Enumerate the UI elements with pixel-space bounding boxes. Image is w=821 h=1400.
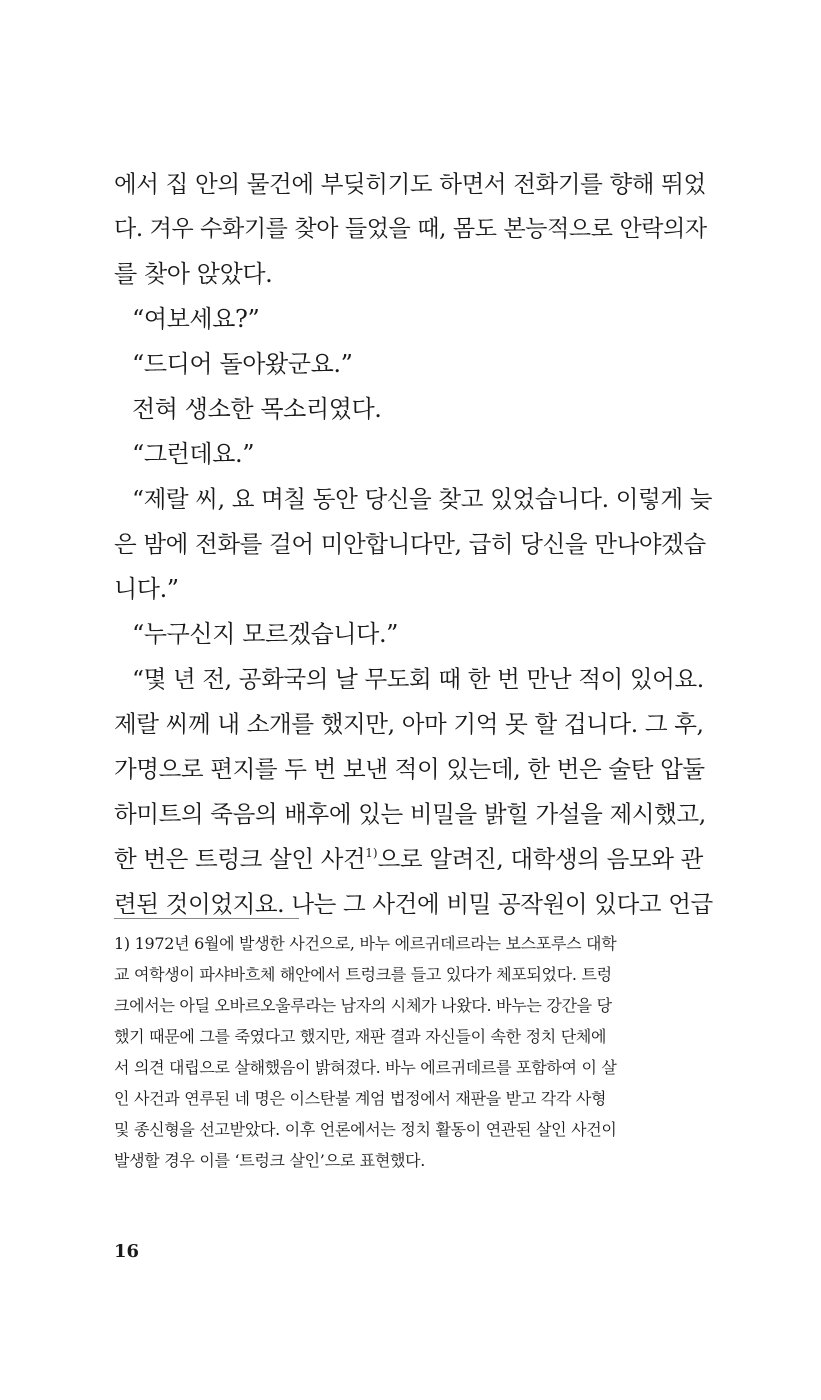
body-line: 전혀 생소한 목소리였다. xyxy=(132,395,382,423)
body-text xyxy=(114,162,714,927)
body-line: 은 밤에 전화를 걸어 미안합니다만, 급히 당신을 만나야겠습 xyxy=(114,530,706,558)
footnote xyxy=(114,928,714,1176)
dialogue-line: “몇 년 전, 공화국의 날 무도회 때 한 번 만난 적이 있어요. xyxy=(132,665,704,693)
dialogue-line: “제랄 씨, 요 며칠 동안 당신을 찾고 있었습니다. 이렇게 늦 xyxy=(132,485,713,513)
footnote-line: 서 의견 대립으로 살해했음이 밝혀졌다. 바누 에르귀데르를 포함하여 이 살 xyxy=(114,1058,617,1077)
footnote-line: 인 사건과 연루된 네 명은 이스탄불 계엄 법정에서 재판을 받고 각각 사형 xyxy=(114,1089,607,1108)
dialogue-line: “누구신지 모르겠습니다.” xyxy=(132,620,399,648)
dialogue-line: “그런데요.” xyxy=(132,440,255,468)
body-line: 에서 집 안의 물건에 부딪히기도 하면서 전화기를 향해 뛰었 xyxy=(114,170,706,198)
body-line-part: 한 번은 트렁크 살인 사건 xyxy=(114,845,366,873)
footnote-reference[interactable]: 1) xyxy=(365,846,378,860)
footnote-line: 1) 1972년 6월에 발생한 사건으로, 바누 에르귀데르라는 보스포루스 대학 xyxy=(114,934,617,953)
page-number: 16 xyxy=(114,1241,140,1262)
body-line: 다. 겨우 수화기를 찾아 들었을 때, 몸도 본능적으로 안락의자 xyxy=(114,216,707,242)
body-line: 하미트의 죽음의 배후에 있는 비밀을 밝힐 가설을 제시했고, xyxy=(114,800,706,828)
body-line: 니다.” xyxy=(114,575,179,603)
dialogue-line: “드디어 돌아왔군요.” xyxy=(132,350,353,378)
dialogue-line: “여보세요?” xyxy=(132,305,260,333)
footnote-line: 했기 때문에 그를 죽였다고 했지만, 재판 결과 자신들이 속한 정치 단체에 xyxy=(114,1027,607,1046)
footnote-divider xyxy=(114,918,299,919)
body-line: 제랄 씨께 내 소개를 했지만, 아마 기억 못 할 겁니다. 그 후, xyxy=(114,710,704,738)
footnote-line: 및 종신형을 선고받았다. 이후 언론에서는 정치 활동이 연관된 살인 사건이 xyxy=(114,1120,617,1139)
footnote-line: 발생할 경우 이를 ‘트렁크 살인’으로 표현했다. xyxy=(114,1151,426,1170)
body-line: 련된 것이었지요. 나는 그 사건에 비밀 공작원이 있다고 언급 xyxy=(114,890,713,918)
body-line-with-footnote xyxy=(114,837,714,882)
footnote-line: 교 여학생이 파샤바흐체 해안에서 트렁크를 들고 있다가 체포되었다. 트렁 xyxy=(114,965,612,984)
body-line: 가명으로 편지를 두 번 보낸 적이 있는데, 한 번은 술탄 압둘 xyxy=(114,755,705,783)
footnote-line: 크에서는 아딜 오바르오울루라는 남자의 시체가 나왔다. 바누는 강간을 당 xyxy=(114,996,612,1015)
body-line: 를 찾아 앉았다. xyxy=(114,260,273,288)
body-line-part: 으로 알려진, 대학생의 음모와 관 xyxy=(377,845,703,873)
